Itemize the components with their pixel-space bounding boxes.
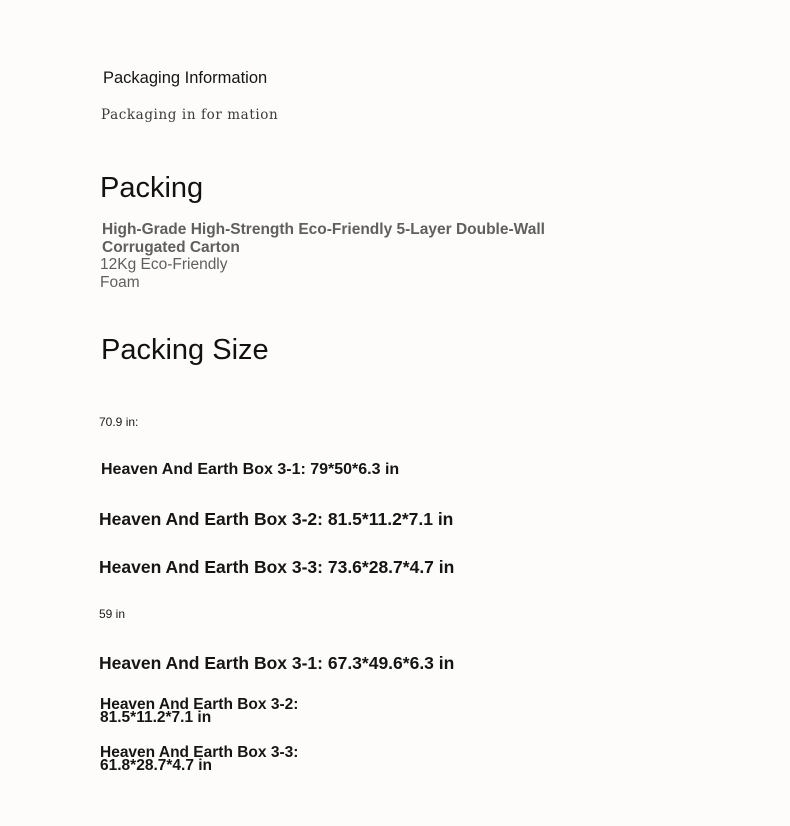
size-row-name: Heaven And Earth Box 3-2:	[100, 696, 299, 713]
size-row: Heaven And Earth Box 3-3: 73.6*28.7*4.7 in	[99, 557, 455, 577]
packing-line: High-Grade High-Strength Eco-Friendly 5-Layer Double-Wall	[102, 221, 545, 238]
size-row-dims: 61.8*28.7*4.7 in	[100, 757, 213, 774]
size-row: Heaven And Earth Box 3-2: 81.5*11.2*7.1 in	[99, 509, 454, 529]
size-row-dims: 81.5*11.2*7.1 in	[100, 709, 212, 726]
packing-line: 12Kg Eco-Friendly	[100, 256, 228, 273]
size-group-label: 70.9 in:	[99, 415, 139, 429]
packing-line: Foam	[100, 274, 140, 291]
packing-line: Corrugated Carton	[102, 239, 240, 256]
size-row: Heaven And Earth Box 3-1: 67.3*49.6*6.3 in	[99, 653, 455, 673]
packing-size-heading: Packing Size	[101, 334, 269, 366]
size-row	[100, 698, 298, 724]
page-subtitle: Packaging in for mation	[101, 107, 279, 123]
size-row-name: Heaven And Earth Box 3-3:	[100, 744, 299, 761]
size-group-label: 59 in	[99, 607, 126, 621]
packing-heading: Packing	[100, 172, 204, 204]
size-row: Heaven And Earth Box 3-1: 79*50*6.3 in	[101, 461, 400, 478]
size-row	[100, 746, 298, 772]
page-title: Packaging Information	[103, 69, 268, 87]
